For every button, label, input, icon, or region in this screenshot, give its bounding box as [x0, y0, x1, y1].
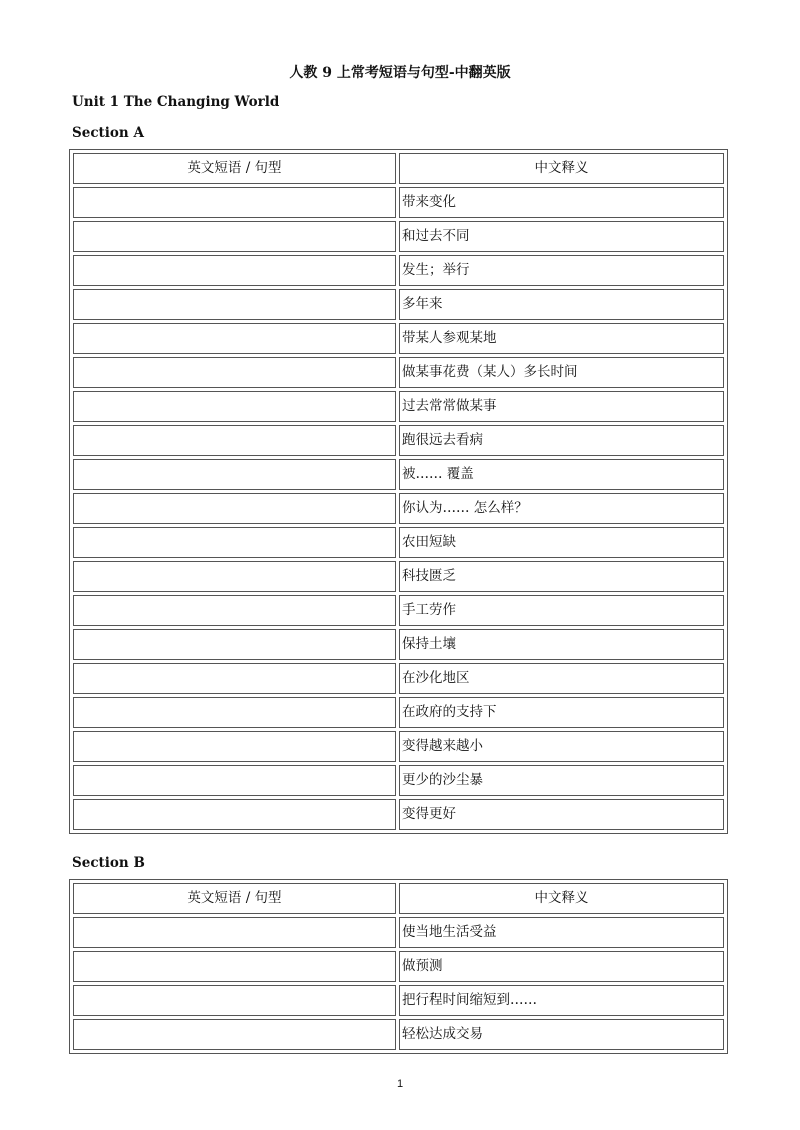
document-title: 人教 9 上常考短语与句型-中翻英版	[289, 65, 511, 81]
english-answer-cell[interactable]	[73, 595, 396, 626]
table-row	[73, 187, 724, 218]
section-a-heading: Section A	[72, 125, 144, 141]
chinese-meaning-cell: 手工劳作	[399, 595, 724, 626]
chinese-meaning-cell: 带来变化	[399, 187, 724, 218]
english-answer-cell[interactable]	[73, 527, 396, 558]
english-answer-cell[interactable]	[73, 799, 396, 830]
english-answer-cell[interactable]	[73, 561, 396, 592]
english-answer-cell[interactable]	[73, 255, 396, 286]
table-row	[73, 289, 724, 320]
chinese-meaning-cell: 多年来	[399, 289, 724, 320]
table-header-row	[73, 883, 724, 914]
table-row	[73, 459, 724, 490]
chinese-meaning-cell: 把行程时间缩短到……	[399, 985, 724, 1016]
table-row	[73, 1019, 724, 1050]
section-a-table	[69, 149, 728, 834]
table-header-row	[73, 153, 724, 184]
section-b-table	[69, 879, 728, 1054]
table-row	[73, 731, 724, 762]
english-answer-cell[interactable]	[73, 663, 396, 694]
english-answer-cell[interactable]	[73, 357, 396, 388]
chinese-meaning-cell: 和过去不同	[399, 221, 724, 252]
table-row	[73, 561, 724, 592]
table-row	[73, 255, 724, 286]
table-row	[73, 493, 724, 524]
english-answer-cell[interactable]	[73, 187, 396, 218]
table-row	[73, 629, 724, 660]
english-answer-cell[interactable]	[73, 1019, 396, 1050]
english-answer-cell[interactable]	[73, 323, 396, 354]
table-row	[73, 391, 724, 422]
table-row	[73, 697, 724, 728]
english-answer-cell[interactable]	[73, 697, 396, 728]
table-row	[73, 595, 724, 626]
table-row	[73, 527, 724, 558]
english-answer-cell[interactable]	[73, 731, 396, 762]
chinese-meaning-cell: 科技匮乏	[399, 561, 724, 592]
chinese-meaning-cell: 跑很远去看病	[399, 425, 724, 456]
table-row	[73, 323, 724, 354]
page-number: 1	[396, 1078, 404, 1090]
table-row	[73, 917, 724, 948]
table-row	[73, 221, 724, 252]
chinese-meaning-cell: 做某事花费（某人）多长时间	[399, 357, 724, 388]
table-row	[73, 951, 724, 982]
header-chinese: 中文释义	[399, 883, 724, 914]
english-answer-cell[interactable]	[73, 917, 396, 948]
chinese-meaning-cell: 更少的沙尘暴	[399, 765, 724, 796]
chinese-meaning-cell: 保持土壤	[399, 629, 724, 660]
chinese-meaning-cell: 在沙化地区	[399, 663, 724, 694]
english-answer-cell[interactable]	[73, 951, 396, 982]
chinese-meaning-cell: 农田短缺	[399, 527, 724, 558]
unit-heading: Unit 1 The Changing World	[72, 94, 280, 110]
header-english: 英文短语 / 句型	[73, 883, 396, 914]
english-answer-cell[interactable]	[73, 289, 396, 320]
english-answer-cell[interactable]	[73, 221, 396, 252]
chinese-meaning-cell: 做预测	[399, 951, 724, 982]
table-row	[73, 357, 724, 388]
english-answer-cell[interactable]	[73, 493, 396, 524]
table-row	[73, 425, 724, 456]
header-english: 英文短语 / 句型	[73, 153, 396, 184]
table-row	[73, 663, 724, 694]
english-answer-cell[interactable]	[73, 391, 396, 422]
english-answer-cell[interactable]	[73, 425, 396, 456]
english-answer-cell[interactable]	[73, 459, 396, 490]
chinese-meaning-cell: 过去常常做某事	[399, 391, 724, 422]
chinese-meaning-cell: 你认为…… 怎么样？	[399, 493, 724, 524]
english-answer-cell[interactable]	[73, 765, 396, 796]
chinese-meaning-cell: 发生；举行	[399, 255, 724, 286]
chinese-meaning-cell: 变得越来越小	[399, 731, 724, 762]
chinese-meaning-cell: 在政府的支持下	[399, 697, 724, 728]
table-row	[73, 799, 724, 830]
english-answer-cell[interactable]	[73, 985, 396, 1016]
chinese-meaning-cell: 带某人参观某地	[399, 323, 724, 354]
section-b-heading: Section B	[72, 855, 145, 871]
chinese-meaning-cell: 被…… 覆盖	[399, 459, 724, 490]
header-chinese: 中文释义	[399, 153, 724, 184]
table-row	[73, 985, 724, 1016]
chinese-meaning-cell: 变得更好	[399, 799, 724, 830]
table-row	[73, 765, 724, 796]
english-answer-cell[interactable]	[73, 629, 396, 660]
chinese-meaning-cell: 使当地生活受益	[399, 917, 724, 948]
chinese-meaning-cell: 轻松达成交易	[399, 1019, 724, 1050]
